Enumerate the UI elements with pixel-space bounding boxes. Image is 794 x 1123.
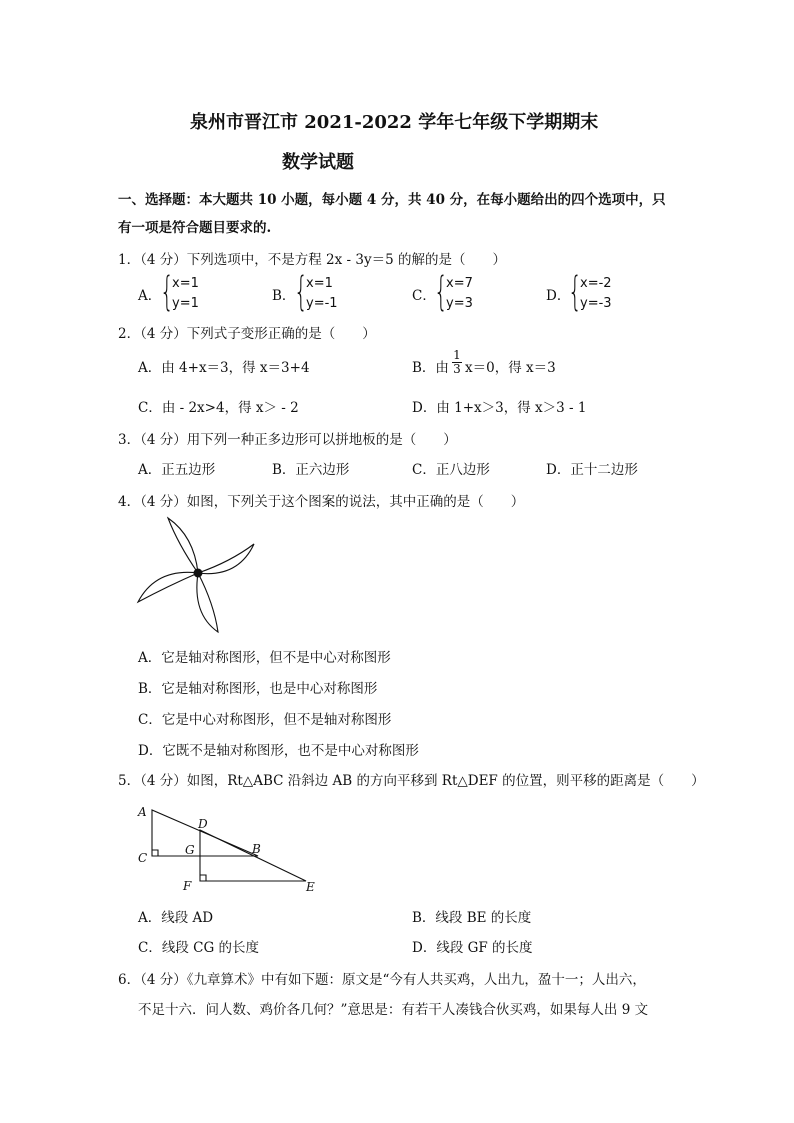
pinwheel-center-dot — [194, 569, 203, 578]
q4-pinwheel-figure — [130, 514, 260, 636]
point-label-a: A — [138, 805, 147, 819]
right-angle-c — [152, 850, 158, 856]
q2-option-c: C．由 - 2x>4，得 x＞ - 2 — [138, 400, 299, 416]
q5-triangle-figure — [130, 790, 330, 900]
point-label-e: E — [306, 880, 315, 894]
q1-option-b-label: B． — [272, 288, 296, 304]
q1-option-d-system — [580, 274, 612, 314]
q1-option-a-label: A． — [138, 288, 162, 304]
q1-option-d-eq2: y=-3 — [580, 296, 612, 311]
q3-option-a: A．正五边形 — [138, 462, 216, 478]
q2-fraction-numerator: 1 — [453, 348, 461, 362]
q1-option-c-eq1: x=7 — [446, 276, 473, 291]
pinwheel-blade-bottom — [197, 573, 218, 632]
q1-option-d-eq1: x=-2 — [580, 276, 612, 291]
q2-option-b-prefix: B．由 — [412, 360, 449, 376]
q3-stem: 3．（4 分）用下列一种正多边形可以拼地板的是（ ） — [118, 432, 457, 448]
point-label-c: C — [138, 851, 148, 865]
section-heading-line-2: 有一项是符合题目要求的. — [118, 220, 272, 236]
q4-option-c: C．它是中心对称图形，但不是轴对称图形 — [138, 712, 392, 728]
section-heading-line-1: 一、选择题：本大题共 10 小题，每小题 4 分，共 40 分，在每小题给出的四个选项中，只 — [118, 192, 666, 208]
q1-option-a-system — [172, 274, 199, 314]
q6-line-2: 不足十六．问人数、鸡价各几何？”意思是：有若干人凑钱合伙买鸡，如果每人出 9 文 — [138, 1002, 649, 1018]
q5-option-d: D．线段 GF 的长度 — [412, 940, 533, 956]
q5-option-c: C．线段 CG 的长度 — [138, 940, 260, 956]
title-line-2: 数学试题 — [282, 152, 354, 173]
q4-option-d: D．它既不是轴对称图形，也不是中心对称图形 — [138, 743, 419, 759]
q4-stem: 4．（4 分）如图，下列关于这个图案的说法，其中正确的是（ ） — [118, 494, 525, 510]
point-label-g: G — [185, 843, 195, 857]
q1-option-b-system — [306, 274, 338, 314]
q2-option-d: D．由 1+x＞3，得 x＞3 - 1 — [412, 400, 587, 416]
q1-option-b-eq2: y=-1 — [306, 296, 338, 311]
q1-option-c-label: C． — [412, 288, 436, 304]
q1-option-c-system — [446, 274, 473, 314]
pinwheel-blade-top — [168, 518, 198, 573]
q5-stem: 5．（4 分）如图，Rt△ABC 沿斜边 AB 的方向平移到 Rt△DEF 的位置，则平移的距离是（ ） — [118, 773, 705, 789]
q1-option-a-brace: { — [160, 269, 174, 315]
point-label-f: F — [183, 879, 192, 893]
q4-option-a: A．它是轴对称图形，但不是中心对称图形 — [138, 650, 391, 666]
title-line-1: 泉州市晋江市 2021-2022 学年七年级下学期期末 — [190, 112, 599, 133]
pinwheel-blade-left — [138, 572, 198, 602]
q3-option-d: D．正十二边形 — [546, 462, 638, 478]
q1-option-c-brace: { — [434, 269, 448, 315]
pinwheel-blade-right — [198, 544, 254, 574]
point-label-b: B — [252, 842, 261, 856]
q2-option-a: A．由 4+x＝3，得 x＝3+4 — [138, 360, 310, 376]
q5-option-a: A．线段 AD — [138, 910, 214, 926]
q3-option-b: B．正六边形 — [272, 462, 350, 478]
q6-line-1: 6．（4 分）《九章算术》中有如下题：原文是“今有人共买鸡，人出九，盈十一；人出六， — [118, 972, 646, 988]
q1-option-a-eq1: x=1 — [172, 276, 199, 291]
q1-option-b-brace: { — [294, 269, 308, 315]
q2-fraction-denominator: 3 — [453, 362, 461, 376]
q4-option-b: B．它是轴对称图形，也是中心对称图形 — [138, 681, 378, 697]
q5-option-b: B．线段 BE 的长度 — [412, 910, 532, 926]
q2-option-b-fraction — [452, 349, 462, 376]
point-label-d: D — [198, 817, 208, 831]
right-angle-f — [200, 875, 206, 881]
q2-option-b-suffix: x＝0，得 x＝3 — [465, 360, 556, 376]
q1-option-d-label: D． — [546, 288, 571, 304]
q1-option-d-brace: { — [568, 269, 582, 315]
q2-stem: 2．（4 分）下列式子变形正确的是（ ） — [118, 326, 376, 342]
q1-option-c-eq2: y=3 — [446, 296, 473, 311]
q1-option-b-eq1: x=1 — [306, 276, 333, 291]
q3-option-c: C．正八边形 — [412, 462, 490, 478]
q1-stem: 1．（4 分）下列选项中，不是方程 2x - 3y＝5 的解的是（ ） — [118, 252, 506, 268]
q1-option-a-eq2: y=1 — [172, 296, 199, 311]
